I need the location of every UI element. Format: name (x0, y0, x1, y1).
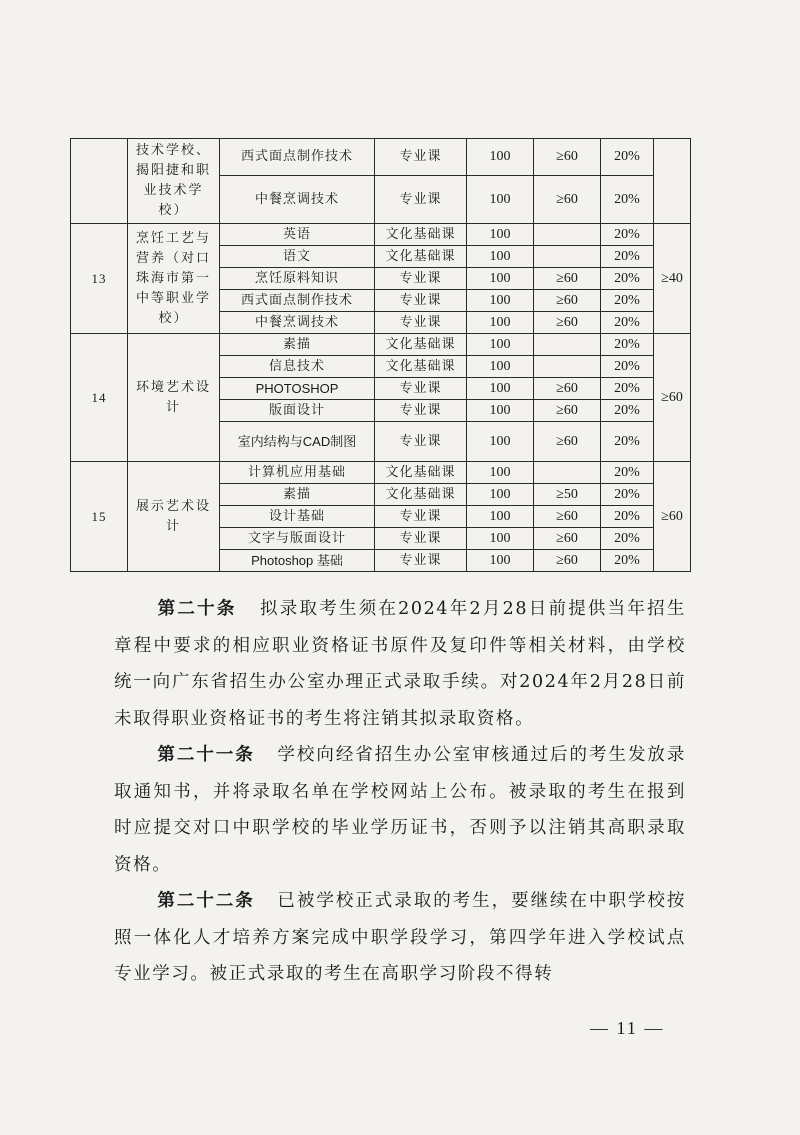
cell-min-score: ≥60 (534, 268, 601, 290)
cell-major-school: 环境艺术设计 (128, 334, 220, 462)
cell-subject: 素描 (220, 484, 375, 506)
cell-full-score: 100 (467, 528, 534, 550)
cell-min-score: ≥60 (534, 528, 601, 550)
cell-subject: 中餐烹调技术 (220, 176, 375, 224)
cell-course-type: 专业课 (375, 139, 467, 176)
cell-subject: 设计基础 (220, 506, 375, 528)
article-20-heading: 第二十条 (157, 599, 237, 619)
cell-min-score: ≥60 (534, 139, 601, 176)
cell-full-score: 100 (467, 484, 534, 506)
cell-min-score: ≥60 (534, 550, 601, 572)
cell-subject: 计算机应用基础 (220, 462, 375, 484)
cell-weight: 20% (601, 224, 654, 246)
cell-course-type: 专业课 (375, 550, 467, 572)
cell-weight: 20% (601, 246, 654, 268)
cell-number (71, 139, 128, 224)
cell-full-score: 100 (467, 268, 534, 290)
article-22-text: 已被学校正式录取的考生，要继续在中职学校按照一体化人才培养方案完成中职学段学习，第四学年进入学校试点专业学习。被正式录取的考生在高职学习阶段不得转 (114, 891, 686, 984)
article-20 (114, 591, 686, 737)
cell-subject: 室内结构与CAD制图 (220, 422, 375, 462)
cell-full-score: 100 (467, 290, 534, 312)
cell-weight: 20% (601, 484, 654, 506)
cell-course-type: 文化基础课 (375, 246, 467, 268)
article-22 (114, 883, 686, 993)
cell-subject: 版面设计 (220, 400, 375, 422)
cell-weight: 20% (601, 176, 654, 224)
cell-course-type: 专业课 (375, 312, 467, 334)
cell-major-school: 展示艺术设计 (128, 462, 220, 572)
table-row (71, 224, 691, 246)
cell-course-type: 文化基础课 (375, 484, 467, 506)
table-row (71, 334, 691, 356)
article-20-text: 拟录取考生须在2024年2月28日前提供当年招生章程中要求的相应职业资格证书原件及复印件等相关材料，由学校统一向广东省招生办公室办理正式录取手续。对2024年2月28日前未取得职业资格证书的考生将注销其拟录取资格。 (114, 599, 686, 729)
cell-course-type: 专业课 (375, 290, 467, 312)
cell-min-score: ≥50 (534, 484, 601, 506)
cell-subject: 信息技术 (220, 356, 375, 378)
cell-full-score: 100 (467, 312, 534, 334)
cell-total-requirement: ≥60 (654, 334, 691, 462)
cell-full-score: 100 (467, 400, 534, 422)
cell-min-score (534, 334, 601, 356)
cell-total-requirement: ≥60 (654, 462, 691, 572)
cell-weight: 20% (601, 506, 654, 528)
cell-course-type: 文化基础课 (375, 462, 467, 484)
cell-full-score: 100 (467, 334, 534, 356)
cell-course-type: 专业课 (375, 378, 467, 400)
table-row (71, 462, 691, 484)
cell-number: 15 (71, 462, 128, 572)
cell-subject: PHOTOSHOP (220, 378, 375, 400)
cell-course-type: 专业课 (375, 400, 467, 422)
cell-full-score: 100 (467, 550, 534, 572)
cell-min-score (534, 356, 601, 378)
cell-full-score: 100 (467, 139, 534, 176)
cell-course-type: 专业课 (375, 176, 467, 224)
cell-weight: 20% (601, 528, 654, 550)
cell-course-type: 文化基础课 (375, 334, 467, 356)
cell-weight: 20% (601, 139, 654, 176)
cell-min-score (534, 224, 601, 246)
cell-weight: 20% (601, 400, 654, 422)
cell-major-school: 烹饪工艺与营养（对口珠海市第一中等职业学校） (128, 224, 220, 334)
article-21-text: 学校向经省招生办公室审核通过后的考生发放录取通知书，并将录取名单在学校网站上公布。被录取的考生在报到时应提交对口中职学校的毕业学历证书，否则予以注销其高职录取资格。 (114, 745, 686, 875)
cell-course-type: 专业课 (375, 268, 467, 290)
cell-full-score: 100 (467, 506, 534, 528)
cell-weight: 20% (601, 462, 654, 484)
article-21-heading: 第二十一条 (157, 745, 255, 765)
cell-weight: 20% (601, 550, 654, 572)
cell-min-score: ≥60 (534, 422, 601, 462)
page-number: — 11 — (590, 1018, 665, 1038)
cell-subject: 英语 (220, 224, 375, 246)
cell-weight: 20% (601, 290, 654, 312)
article-22-heading: 第二十二条 (157, 891, 255, 911)
cell-subject: 烹饪原料知识 (220, 268, 375, 290)
cell-subject: 素描 (220, 334, 375, 356)
cell-full-score: 100 (467, 422, 534, 462)
cell-weight: 20% (601, 268, 654, 290)
cell-full-score: 100 (467, 378, 534, 400)
admission-subject-table (70, 138, 691, 572)
cell-course-type: 专业课 (375, 422, 467, 462)
cell-min-score (534, 462, 601, 484)
cell-min-score: ≥60 (534, 506, 601, 528)
cell-full-score: 100 (467, 246, 534, 268)
cell-full-score: 100 (467, 176, 534, 224)
cell-full-score: 100 (467, 224, 534, 246)
cell-course-type: 文化基础课 (375, 356, 467, 378)
cell-weight: 20% (601, 312, 654, 334)
cell-weight: 20% (601, 334, 654, 356)
article-21 (114, 737, 686, 883)
cell-total-requirement (654, 139, 691, 224)
cell-major-school: 技术学校、揭阳捷和职业技术学校） (128, 139, 220, 224)
table-row (71, 139, 691, 176)
cell-full-score: 100 (467, 462, 534, 484)
cell-subject: 西式面点制作技术 (220, 139, 375, 176)
cell-weight: 20% (601, 422, 654, 462)
cell-weight: 20% (601, 356, 654, 378)
cell-full-score: 100 (467, 356, 534, 378)
cell-min-score: ≥60 (534, 290, 601, 312)
cell-course-type: 专业课 (375, 528, 467, 550)
cell-min-score: ≥60 (534, 378, 601, 400)
cell-number: 13 (71, 224, 128, 334)
cell-course-type: 专业课 (375, 506, 467, 528)
cell-min-score: ≥60 (534, 312, 601, 334)
cell-course-type: 文化基础课 (375, 224, 467, 246)
cell-number: 14 (71, 334, 128, 462)
cell-weight: 20% (601, 378, 654, 400)
cell-min-score: ≥60 (534, 176, 601, 224)
cell-min-score (534, 246, 601, 268)
cell-subject: Photoshop 基础 (220, 550, 375, 572)
cell-subject: 西式面点制作技术 (220, 290, 375, 312)
cell-subject: 中餐烹调技术 (220, 312, 375, 334)
cell-subject: 语文 (220, 246, 375, 268)
cell-min-score: ≥60 (534, 400, 601, 422)
cell-total-requirement: ≥40 (654, 224, 691, 334)
cell-subject: 文字与版面设计 (220, 528, 375, 550)
